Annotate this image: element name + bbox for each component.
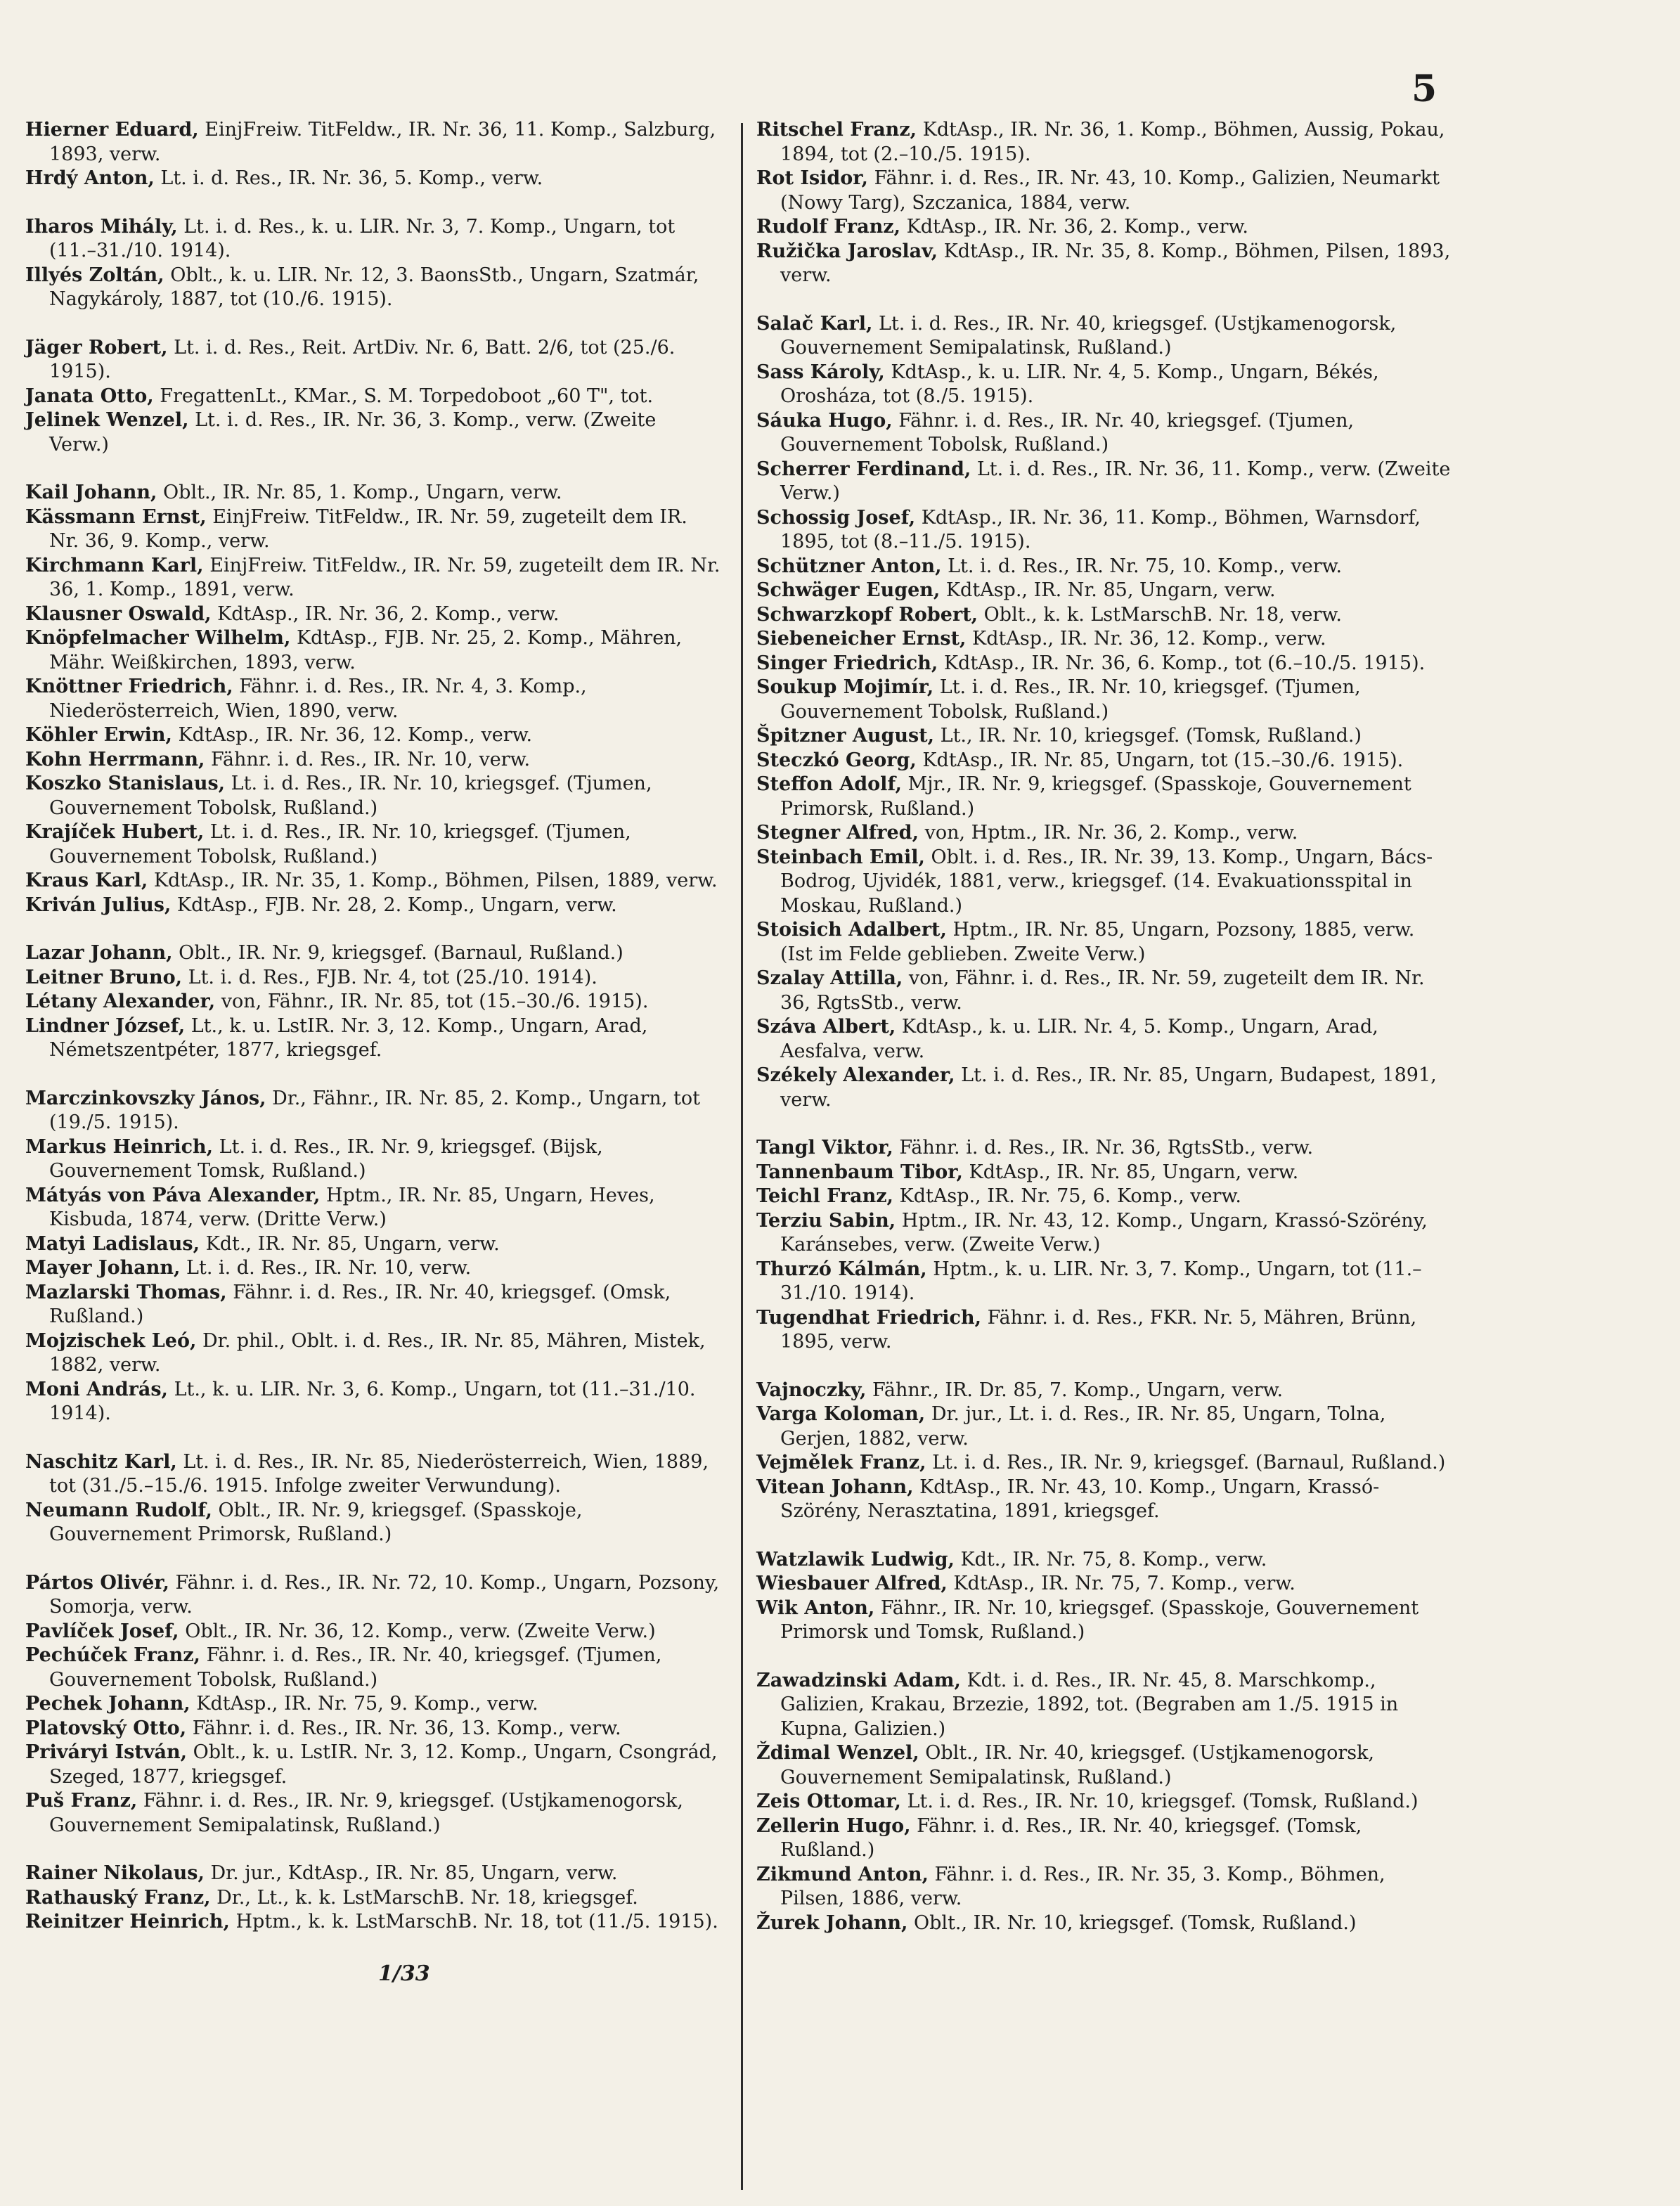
- entry-details: Hptm., k. k. LstMarschB. Nr. 18, tot (11./5. 1915).: [235, 1911, 718, 1933]
- entry-details: Lt. i. d. Res., IR. Nr. 36, 11. Komp., verw. (Zweite Verw.): [780, 458, 1451, 504]
- casualty-entry: [756, 506, 1452, 555]
- casualty-entry: [756, 1402, 1452, 1451]
- entry-details: Hptm., k. u. LIR. Nr. 3, 7. Komp., Ungarn, tot (11.–31./10. 1914).: [780, 1258, 1422, 1304]
- entry-name: Stoisich Adalbert,: [756, 919, 947, 941]
- entry-name: Leitner Bruno,: [25, 966, 183, 988]
- entry-name: Neumann Rudolf,: [25, 1499, 212, 1521]
- casualty-entry: [756, 821, 1452, 846]
- entry-name: Steinbach Emil,: [756, 846, 925, 868]
- casualty-entry: [25, 408, 721, 457]
- casualty-entry: [25, 1184, 721, 1232]
- entry-name: Terziu Sabin,: [756, 1209, 896, 1232]
- casualty-entry: [25, 481, 721, 505]
- entry-details: Fähnr. i. d. Res., IR. Nr. 36, RgtsStb., verw.: [899, 1137, 1314, 1159]
- entry-details: Lt. i. d. Res., FJB. Nr. 4, tot (25./10. 1914).: [188, 966, 597, 988]
- entry-details: Fähnr., IR. Nr. 10, kriegsgef. (Spasskoje, Gouvernement Primorsk und Tomsk, Rußland.): [780, 1597, 1419, 1643]
- casualty-entry: [756, 1548, 1452, 1573]
- casualty-entry: [25, 772, 721, 820]
- entry-name: Hierner Eduard,: [25, 119, 199, 141]
- entry-details: KdtAsp., FJB. Nr. 25, 2. Komp., Mähren, Mähr. Weißkirchen, 1893, verw.: [49, 627, 683, 673]
- entry-name: Janata Otto,: [25, 385, 154, 407]
- entry-group: [25, 215, 721, 312]
- casualty-entry: [25, 215, 721, 264]
- page-number: 5: [1411, 67, 1437, 110]
- entry-name: Soukup Mojimír,: [756, 676, 934, 698]
- entry-details: KdtAsp., IR. Nr. 75, 6. Komp., verw.: [899, 1185, 1241, 1207]
- entry-group: [25, 336, 721, 458]
- entry-name: Tangl Viktor,: [756, 1137, 893, 1159]
- entry-name: Tugendhat Friedrich,: [756, 1306, 981, 1329]
- casualty-entry: [756, 240, 1452, 288]
- entry-details: Hptm., IR. Nr. 85, Ungarn, Pozsony, 1885, verw. (Ist im Felde geblieben. Zweite Verw.): [780, 919, 1415, 965]
- casualty-entry: [25, 336, 721, 385]
- casualty-entry: [756, 579, 1452, 603]
- casualty-entry: [25, 602, 721, 627]
- entry-name: Knöttner Friedrich,: [25, 676, 233, 697]
- entry-details: Dr. jur., KdtAsp., IR. Nr. 85, Ungarn, verw.: [210, 1862, 618, 1884]
- column-divider: [741, 123, 743, 2190]
- entry-name: Platovský Otto,: [25, 1717, 187, 1739]
- entry-name: Klausner Oswald,: [25, 602, 212, 625]
- casualty-entry: [756, 167, 1452, 215]
- entry-details: Kdt. i. d. Res., IR. Nr. 45, 8. Marschkomp., Galizien, Krakau, Brzezie, 1892, tot. (Begraben am 1./5. 1915 in Kupna, Galizien.): [780, 1669, 1399, 1740]
- entry-name: Rot Isidor,: [756, 167, 868, 189]
- entry-name: Létany Alexander,: [25, 991, 216, 1012]
- entry-name: Lindner József,: [25, 1014, 186, 1037]
- casualty-entry: [25, 990, 721, 1014]
- entry-details: Lt. i. d. Res., IR. Nr. 10, kriegsgef. (Tjumen, Gouvernement Tobolsk, Rußland.): [780, 676, 1361, 723]
- entry-group: [756, 1136, 1452, 1355]
- entry-name: Jelinek Wenzel,: [25, 409, 189, 431]
- entry-details: KdtAsp., IR. Nr. 36, 2. Komp., verw.: [906, 216, 1249, 238]
- entry-name: Kirchmann Karl,: [25, 554, 204, 576]
- entry-details: KdtAsp., IR. Nr. 35, 8. Komp., Böhmen, Pilsen, 1893, verw.: [780, 240, 1451, 286]
- entry-name: Mazlarski Thomas,: [25, 1281, 227, 1303]
- entry-group: [25, 1862, 721, 1935]
- casualty-entry: [25, 505, 721, 554]
- entry-name: Steczkó Georg,: [756, 749, 917, 771]
- casualty-entry: [25, 820, 721, 869]
- casualty-entry: [756, 724, 1452, 749]
- entry-group: [25, 118, 721, 191]
- entry-name: Székely Alexander,: [756, 1064, 955, 1086]
- entry-group: [25, 1571, 721, 1838]
- entry-details: KdtAsp., IR. Nr. 36, 2. Komp., verw.: [217, 602, 560, 625]
- entry-name: Watzlawik Ludwig,: [756, 1548, 955, 1570]
- casualty-entry: [756, 1790, 1452, 1814]
- entry-details: Fähnr. i. d. Res., IR. Nr. 40, kriegsgef. (Tjumen, Gouvernement Tobolsk, Rußland.): [780, 409, 1355, 456]
- casualty-entry: [756, 555, 1452, 579]
- entry-name: Schossig Josef,: [756, 506, 916, 529]
- entry-details: KdtAsp., IR. Nr. 35, 1. Komp., Böhmen, Pilsen, 1889, verw.: [153, 870, 718, 891]
- entry-details: EinjFreiw. TitFeldw., IR. Nr. 59, zugeteilt dem IR. Nr. 36, 1. Komp., 1891, verw.: [49, 554, 721, 600]
- entry-details: Hptm., IR. Nr. 85, Ungarn, Heves, Kisbuda, 1874, verw. (Dritte Verw.): [49, 1184, 655, 1230]
- entry-details: KdtAsp., IR. Nr. 36, 11. Komp., Böhmen, Warnsdorf, 1895, tot (8.–11./5. 1915).: [780, 506, 1421, 553]
- casualty-entry: [756, 1161, 1452, 1185]
- entry-details: Lt. i. d. Res., IR. Nr. 85, Ungarn, Budapest, 1891, verw.: [780, 1064, 1437, 1111]
- entry-name: Lazar Johann,: [25, 942, 173, 964]
- casualty-entry: [25, 1087, 721, 1135]
- entry-details: Dr., Lt., k. k. LstMarschB. Nr. 18, kriegsgef.: [217, 1886, 638, 1909]
- entry-name: Ždimal Wenzel,: [756, 1742, 919, 1764]
- entry-name: Siebeneicher Ernst,: [756, 628, 967, 650]
- casualty-entry: [756, 1451, 1452, 1476]
- entry-details: EinjFreiw. TitFeldw., IR. Nr. 59, zugeteilt dem IR. Nr. 36, 9. Komp., verw.: [49, 505, 687, 552]
- entry-details: Kdt., IR. Nr. 85, Ungarn, verw.: [205, 1232, 500, 1255]
- entry-details: Oblt., IR. Nr. 85, 1. Komp., Ungarn, verw.: [163, 482, 562, 503]
- entry-details: Lt., k. u. LstIR. Nr. 3, 12. Komp., Ungarn, Arad, Németszentpéter, 1877, kriegsgef.: [49, 1014, 648, 1061]
- entry-name: Ružička Jaroslav,: [756, 240, 938, 262]
- entry-details: Fähnr. i. d. Res., IR. Nr. 43, 10. Komp., Galizien, Neumarkt (Nowy Targ), Szczanica, 1884, verw.: [780, 167, 1440, 214]
- entry-name: Schwäger Eugen,: [756, 579, 941, 601]
- entry-name: Pechúček Franz,: [25, 1644, 200, 1666]
- entry-details: KdtAsp., IR. Nr. 36, 12. Komp., verw.: [178, 724, 533, 746]
- casualty-entry: [756, 652, 1452, 676]
- casualty-entry: [756, 215, 1452, 240]
- entry-details: Oblt., k. u. LIR. Nr. 12, 3. BaonsStb., Ungarn, Szatmár, Nagykároly, 1887, tot (10./6. 1915).: [49, 264, 699, 310]
- entry-name: Mayer Johann,: [25, 1257, 181, 1279]
- entry-name: Vejmělek Franz,: [756, 1452, 926, 1473]
- entry-group: [756, 1669, 1452, 1936]
- casualty-entry: [25, 1281, 721, 1329]
- entry-details: Lt. i. d. Res., IR. Nr. 10, kriegsgef. (Tomsk, Rußland.): [907, 1791, 1419, 1812]
- casualty-entry: [756, 312, 1452, 361]
- casualty-entry: [25, 941, 721, 966]
- entry-details: Lt. i. d. Res., IR. Nr. 85, Niederösterreich, Wien, 1889, tot (31./5.–15./6. 1915. Infolge zweiter Verwundung).: [49, 1450, 709, 1497]
- entry-details: Oblt., IR. Nr. 40, kriegsgef. (Ustjkamenogorsk, Gouvernement Semipalatinsk, Rußland.): [780, 1742, 1375, 1788]
- entry-details: KdtAsp., IR. Nr. 85, Ungarn, verw.: [945, 579, 1276, 601]
- entry-details: Lt. i. d. Res., IR. Nr. 75, 10. Komp., verw.: [948, 555, 1343, 577]
- entry-name: Kraus Karl,: [25, 870, 148, 891]
- entry-details: KdtAsp., IR. Nr. 75, 9. Komp., verw.: [196, 1693, 538, 1715]
- entry-name: Rathauský Franz,: [25, 1886, 211, 1909]
- entry-details: Lt. i. d. Res., IR. Nr. 9, kriegsgef. (Barnaul, Rußland.): [932, 1452, 1446, 1473]
- entry-details: Oblt., IR. Nr. 10, kriegsgef. (Tomsk, Rußland.): [914, 1911, 1357, 1934]
- casualty-entry: [25, 1862, 721, 1886]
- entry-name: Stegner Alfred,: [756, 822, 919, 844]
- entry-details: Dr. phil., Oblt. i. d. Res., IR. Nr. 85, Mähren, Mistek, 1882, verw.: [49, 1329, 706, 1376]
- casualty-entry: [25, 1620, 721, 1644]
- entry-details: Lt. i. d. Res., Reit. ArtDiv. Nr. 6, Batt. 2/6, tot (25./6. 1915).: [49, 336, 676, 382]
- casualty-entry: [756, 409, 1452, 458]
- entry-name: Kohn Herrmann,: [25, 748, 205, 770]
- entry-name: Varga Koloman,: [756, 1403, 926, 1425]
- entry-name: Szalay Attilla,: [756, 967, 903, 989]
- casualty-entry: [756, 1911, 1452, 1936]
- entry-details: Mjr., IR. Nr. 9, kriegsgef. (Spasskoje, Gouvernement Primorsk, Rußland.): [780, 773, 1411, 820]
- entry-details: Fähnr. i. d. Res., IR. Nr. 40, kriegsgef. (Tjumen, Gouvernement Tobolsk, Rußland.): [49, 1644, 662, 1691]
- entry-name: Knöpfelmacher Wilhelm,: [25, 627, 291, 649]
- entry-name: Pechek Johann,: [25, 1693, 190, 1715]
- entry-details: Oblt., k. u. LstIR. Nr. 3, 12. Komp., Ungarn, Csongrád, Szeged, 1877, kriegsgef.: [49, 1741, 718, 1788]
- entry-name: Kail Johann,: [25, 482, 157, 503]
- entry-details: Lt. i. d. Res., IR. Nr. 10, kriegsgef. (Tjumen, Gouvernement Tobolsk, Rußland.): [49, 821, 631, 867]
- entry-details: Fähnr. i. d. Res., FKR. Nr. 5, Mähren, Brünn, 1895, verw.: [780, 1306, 1417, 1353]
- casualty-entry: [756, 846, 1452, 919]
- entry-details: KdtAsp., IR. Nr. 43, 10. Komp., Ungarn, Krassó-Szörény, Nerasztatina, 1891, kriegsgef.: [780, 1476, 1380, 1522]
- entry-name: Špitzner August,: [756, 725, 935, 747]
- entry-group: [756, 312, 1452, 1113]
- casualty-entry: [25, 748, 721, 773]
- entry-details: Fähnr. i. d. Res., IR. Nr. 40, kriegsgef. (Omsk, Rußland.): [49, 1281, 671, 1327]
- entry-details: Oblt., IR. Nr. 9, kriegsgef. (Spasskoje, Gouvernement Primorsk, Rußland.): [49, 1499, 583, 1545]
- entry-name: Rudolf Franz,: [756, 216, 901, 238]
- entry-name: Zawadzinski Adam,: [756, 1669, 961, 1691]
- casualty-entry: [756, 1814, 1452, 1863]
- casualty-entry: [756, 1597, 1452, 1645]
- entry-name: Steffon Adolf,: [756, 773, 902, 795]
- entry-name: Zellerin Hugo,: [756, 1814, 911, 1837]
- entry-group: [756, 118, 1452, 288]
- entry-details: von, Hptm., IR. Nr. 36, 2. Komp., verw.: [924, 822, 1298, 844]
- casualty-entry: [25, 675, 721, 723]
- casualty-entry: [25, 1644, 721, 1692]
- entry-details: EinjFreiw. TitFeldw., IR. Nr. 36, 11. Komp., Salzburg, 1893, verw.: [49, 119, 716, 165]
- casualty-entry: [25, 1329, 721, 1378]
- entry-details: Lt. i. d. Res., IR. Nr. 36, 3. Komp., verw. (Zweite Verw.): [49, 409, 657, 456]
- casualty-entry: [756, 1209, 1452, 1258]
- entry-name: Scherrer Ferdinand,: [756, 458, 971, 480]
- entry-name: Singer Friedrich,: [756, 652, 938, 674]
- entry-details: KdtAsp., IR. Nr. 36, 12. Komp., verw.: [972, 628, 1326, 650]
- casualty-entry: [25, 869, 721, 894]
- entry-group: [756, 1379, 1452, 1524]
- entry-name: Sáuka Hugo,: [756, 409, 893, 432]
- entry-name: Naschitz Karl,: [25, 1450, 177, 1473]
- entry-name: Matyi Ladislaus,: [25, 1232, 200, 1255]
- entry-details: KdtAsp., IR. Nr. 36, 6. Komp., tot (6.–10./5. 1915).: [943, 652, 1426, 674]
- casualty-entry: [25, 1378, 721, 1426]
- casualty-entry: [756, 1741, 1452, 1790]
- entry-details: KdtAsp., IR. Nr. 85, Ungarn, verw.: [969, 1161, 1299, 1183]
- entry-details: KdtAsp., IR. Nr. 75, 7. Komp., verw.: [953, 1573, 1295, 1594]
- entry-name: Zikmund Anton,: [756, 1863, 929, 1885]
- entry-name: Moni András,: [25, 1378, 168, 1400]
- casualty-entry: [756, 1379, 1452, 1403]
- entry-name: Illyés Zoltán,: [25, 264, 164, 286]
- entry-group: [25, 481, 721, 917]
- entry-details: Oblt. i. d. Res., IR. Nr. 39, 13. Komp., Ungarn, Bács-Bodrog, Ujvidék, 1881, verw., kriegsgef. (14. Evakuationsspital in Moskau, Rußland.): [780, 846, 1433, 917]
- casualty-entry: [25, 167, 721, 191]
- entry-details: Fähnr., IR. Dr. 85, 7. Komp., Ungarn, verw.: [872, 1379, 1284, 1401]
- entry-name: Priváryi István,: [25, 1741, 188, 1763]
- casualty-entry: [756, 1136, 1452, 1161]
- casualty-entry: [25, 1450, 721, 1499]
- entry-name: Pártos Olivér,: [25, 1571, 169, 1594]
- entry-details: Lt. i. d. Res., IR. Nr. 36, 5. Komp., verw.: [160, 167, 543, 189]
- casualty-entry: [25, 1256, 721, 1281]
- entry-details: Fähnr. i. d. Res., IR. Nr. 10, verw.: [211, 748, 531, 770]
- entry-details: Fähnr. i. d. Res., IR. Nr. 36, 13. Komp., verw.: [192, 1717, 621, 1739]
- casualty-entry: [756, 118, 1452, 167]
- entry-details: Lt. i. d. Res., IR. Nr. 10, verw.: [186, 1257, 472, 1279]
- casualty-entry: [756, 458, 1452, 506]
- entry-name: Tannenbaum Tibor,: [756, 1161, 963, 1183]
- entry-name: Rainer Nikolaus,: [25, 1862, 205, 1884]
- casualty-entry: [25, 1135, 721, 1184]
- left-column: [25, 118, 721, 1959]
- casualty-entry: [25, 723, 721, 748]
- entry-details: Fähnr. i. d. Res., IR. Nr. 35, 3. Komp., Böhmen, Pilsen, 1886, verw.: [780, 1863, 1385, 1909]
- entry-name: Sass Károly,: [756, 361, 885, 383]
- casualty-entry: [25, 118, 721, 167]
- entry-name: Vajnoczky,: [756, 1379, 867, 1401]
- entry-details: KdtAsp., FJB. Nr. 28, 2. Komp., Ungarn, verw.: [176, 894, 617, 916]
- entry-name: Pavlíček Josef,: [25, 1620, 179, 1642]
- entry-group: [756, 1548, 1452, 1645]
- entry-details: Oblt., k. k. LstMarschB. Nr. 18, verw.: [983, 603, 1342, 626]
- entry-name: Koszko Stanislaus,: [25, 773, 226, 794]
- casualty-entry: [756, 1306, 1452, 1355]
- casualty-entry: [756, 918, 1452, 967]
- casualty-entry: [25, 264, 721, 312]
- casualty-entry: [756, 967, 1452, 1015]
- casualty-entry: [25, 1717, 721, 1741]
- entry-name: Mátyás von Páva Alexander,: [25, 1184, 321, 1206]
- casualty-entry: [756, 1015, 1452, 1064]
- entry-name: Kriván Julius,: [25, 894, 172, 916]
- casualty-entry: [25, 1910, 721, 1935]
- entry-group: [25, 1450, 721, 1547]
- handwritten-note: 1/33: [378, 1961, 430, 1986]
- casualty-entry: [25, 1499, 721, 1547]
- entry-details: KdtAsp., k. u. LIR. Nr. 4, 5. Komp., Ungarn, Arad, Aesfalva, verw.: [780, 1016, 1378, 1062]
- casualty-entry: [756, 1258, 1452, 1306]
- entry-name: Kässmann Ernst,: [25, 505, 207, 528]
- entry-name: Vitean Johann,: [756, 1476, 914, 1498]
- entry-details: Kdt., IR. Nr. 75, 8. Komp., verw.: [960, 1548, 1267, 1570]
- casualty-entry: [756, 603, 1452, 628]
- entry-details: Fähnr. i. d. Res., IR. Nr. 72, 10. Komp., Ungarn, Pozsony, Somorja, verw.: [49, 1571, 720, 1618]
- entry-details: Lt. i. d. Res., IR. Nr. 40, kriegsgef. (Ustjkamenogorsk, Gouvernement Semipalatinsk, Rußland.): [780, 312, 1397, 359]
- casualty-entry: [25, 1741, 721, 1789]
- entry-name: Thurzó Kálmán,: [756, 1258, 927, 1280]
- entry-name: Zeis Ottomar,: [756, 1791, 901, 1812]
- casualty-entry: [25, 894, 721, 918]
- entry-name: Száva Albert,: [756, 1016, 896, 1038]
- entry-details: von, Fähnr. i. d. Res., IR. Nr. 59, zugeteilt dem IR. Nr. 36, RgtsStb., verw.: [780, 967, 1425, 1014]
- entry-details: Lt., k. u. LIR. Nr. 3, 6. Komp., Ungarn, tot (11.–31./10. 1914).: [49, 1378, 696, 1424]
- entry-details: Lt. i. d. Res., IR. Nr. 9, kriegsgef. (Bijsk, Gouvernement Tomsk, Rußland.): [49, 1135, 603, 1182]
- casualty-entry: [25, 1692, 721, 1717]
- casualty-entry: [756, 361, 1452, 409]
- entry-details: Lt. i. d. Res., IR. Nr. 10, kriegsgef. (Tjumen, Gouvernement Tobolsk, Rußland.): [49, 773, 652, 819]
- entry-group: [25, 941, 721, 1063]
- entry-name: Žurek Johann,: [756, 1911, 908, 1934]
- casualty-entry: [25, 1014, 721, 1063]
- entry-details: Oblt., IR. Nr. 36, 12. Komp., verw. (Zweite Verw.): [185, 1620, 656, 1642]
- casualty-entry: [756, 1064, 1452, 1112]
- casualty-entry: [756, 749, 1452, 773]
- casualty-entry: [756, 773, 1452, 821]
- entry-details: Oblt., IR. Nr. 9, kriegsgef. (Barnaul, Rußland.): [179, 942, 623, 964]
- entry-details: KdtAsp., IR. Nr. 85, Ungarn, tot (15.–30./6. 1915).: [922, 749, 1404, 771]
- entry-details: Fähnr. i. d. Res., IR. Nr. 9, kriegsgef. (Ustjkamenogorsk, Gouvernement Semipalatinsk, Rußland.): [49, 1790, 683, 1836]
- entry-name: Teichl Franz,: [756, 1185, 893, 1207]
- entry-details: Fähnr. i. d. Res., IR. Nr. 4, 3. Komp., Niederösterreich, Wien, 1890, verw.: [49, 676, 587, 722]
- entry-name: Köhler Erwin,: [25, 724, 172, 746]
- casualty-entry: [756, 676, 1452, 724]
- entry-name: Schwarzkopf Robert,: [756, 603, 978, 626]
- casualty-entry: [25, 966, 721, 991]
- entry-group: [25, 1087, 721, 1426]
- entry-name: Mojzischek Leó,: [25, 1329, 197, 1352]
- entry-name: Jäger Robert,: [25, 336, 168, 359]
- casualty-entry: [756, 1572, 1452, 1597]
- entry-name: Salač Karl,: [756, 312, 873, 335]
- entry-name: Krajíček Hubert,: [25, 821, 205, 843]
- entry-name: Reinitzer Heinrich,: [25, 1911, 230, 1933]
- entry-details: von, Fähnr., IR. Nr. 85, tot (15.–30./6. 1915).: [221, 991, 649, 1012]
- casualty-entry: [25, 1232, 721, 1257]
- entry-details: Fähnr. i. d. Res., IR. Nr. 40, kriegsgef. (Tomsk, Rußland.): [780, 1814, 1362, 1861]
- entry-name: Puš Franz,: [25, 1790, 138, 1812]
- entry-name: Marczinkovszky János,: [25, 1087, 266, 1109]
- casualty-entry: [25, 626, 721, 675]
- entry-details: Dr., Fähnr., IR. Nr. 85, 2. Komp., Ungarn, tot (19./5. 1915).: [49, 1087, 700, 1133]
- entry-name: Markus Heinrich,: [25, 1135, 214, 1158]
- entry-name: Wik Anton,: [756, 1597, 875, 1619]
- entry-name: Schützner Anton,: [756, 555, 942, 577]
- casualty-entry: [756, 1863, 1452, 1911]
- casualty-entry: [756, 627, 1452, 652]
- entry-name: Wiesbauer Alfred,: [756, 1573, 948, 1594]
- casualty-entry: [756, 1669, 1452, 1742]
- casualty-entry: [25, 554, 721, 602]
- entry-details: Lt. i. d. Res., k. u. LIR. Nr. 3, 7. Komp., Ungarn, tot (11.–31./10. 1914).: [49, 215, 676, 262]
- entry-name: Hrdý Anton,: [25, 167, 155, 189]
- casualty-entry: [25, 1789, 721, 1838]
- casualty-entry: [756, 1476, 1452, 1524]
- entry-details: Lt., IR. Nr. 10, kriegsgef. (Tomsk, Rußland.): [940, 725, 1362, 747]
- entry-name: Ritschel Franz,: [756, 119, 917, 141]
- entry-details: Dr. jur., Lt. i. d. Res., IR. Nr. 85, Ungarn, Tolna, Gerjen, 1882, verw.: [780, 1403, 1386, 1450]
- casualty-entry: [25, 1571, 721, 1620]
- entry-details: FregattenLt., KMar., S. M. Torpedoboot „60 T", tot.: [160, 385, 654, 407]
- casualty-entry: [756, 1185, 1452, 1209]
- casualty-entry: [25, 1886, 721, 1911]
- casualty-entry: [25, 385, 721, 409]
- entry-details: KdtAsp., k. u. LIR. Nr. 4, 5. Komp., Ungarn, Békés, Orosháza, tot (8./5. 1915).: [780, 361, 1379, 407]
- entry-name: Iharos Mihály,: [25, 215, 178, 238]
- entry-details: KdtAsp., IR. Nr. 36, 1. Komp., Böhmen, Aussig, Pokau, 1894, tot (2.–10./5. 1915).: [780, 119, 1445, 165]
- right-column: [756, 118, 1452, 1959]
- entry-details: Hptm., IR. Nr. 43, 12. Komp., Ungarn, Krassó-Szörény, Karánsebes, verw. (Zweite Verw.): [780, 1209, 1428, 1256]
